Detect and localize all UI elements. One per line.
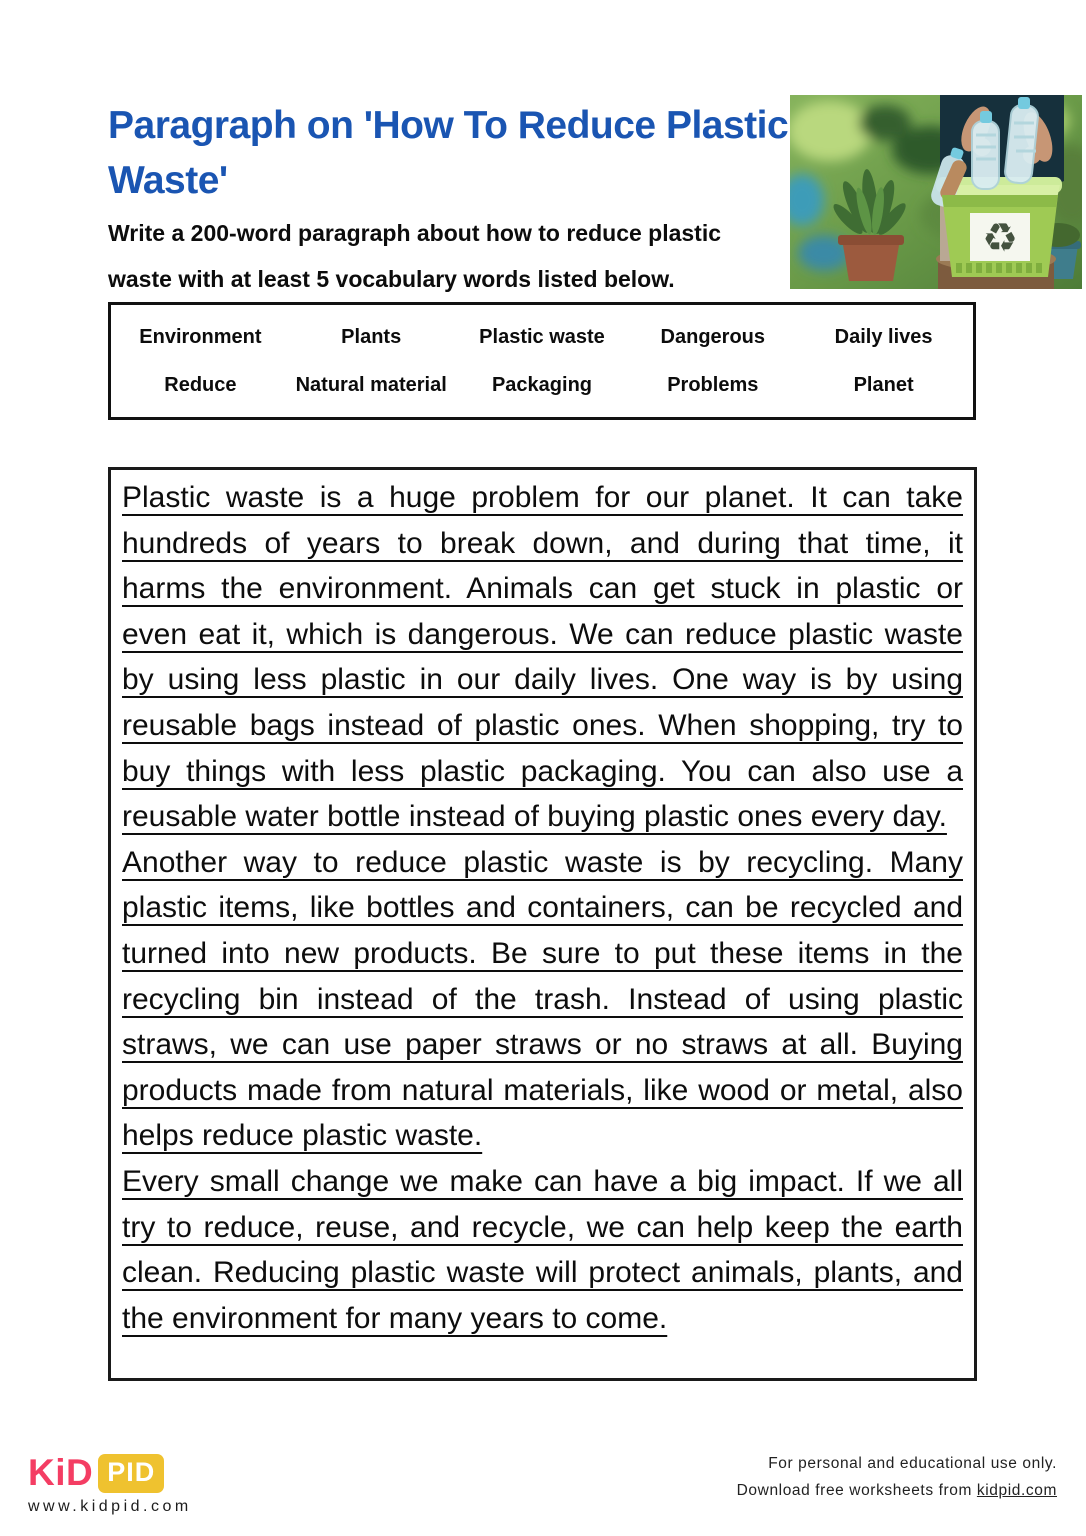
vocab-word-plastic-waste: Plastic waste (479, 325, 605, 348)
recycling-bin (942, 195, 1058, 277)
page-title-line-2: Waste' (108, 159, 228, 202)
usage-note: For personal and educational use only. (768, 1455, 1057, 1472)
kidpid-link[interactable]: kidpid.com (976, 1482, 1057, 1499)
logo-kid-text: KiD (28, 1452, 94, 1493)
recycling-photo (790, 95, 1082, 289)
vocab-word-natural-material: Natural material (295, 373, 447, 396)
vocab-word-plants: Plants (341, 325, 402, 348)
instructions-text (108, 210, 808, 302)
vocab-word-packaging: Packaging (491, 373, 593, 396)
download-note-prefix: Download free worksheets from (736, 1482, 977, 1499)
logo-website-url: www.kidpid.com (28, 1498, 192, 1515)
vocab-word-dangerous: Dangerous (660, 325, 766, 348)
vocabulary-box (108, 302, 976, 420)
page-title-line-1: Paragraph on 'How To Reduce Plastic (108, 104, 789, 147)
bin-slats (956, 263, 1042, 273)
vocab-word-reduce: Reduce (164, 373, 237, 396)
essay-answer-box (108, 467, 977, 1381)
logo-pid-badge: PID (98, 1454, 164, 1493)
footer-note (737, 1450, 1057, 1504)
essay-paragraph-1: Plastic waste is a huge problem for our planet. It can take hundreds of years to break down, and during that time, it harms the environment. Animals can get stuck in plastic or even eat it, which is dangerous. We can reduce plastic waste by using less plastic in our daily lives. One way is by using reusable bags instead of plastic ones. When shopping, try to buy things with less plastic packaging. You can also use a reusable water bottle instead of buying plastic ones every day. (122, 481, 963, 834)
vocab-word-daily-lives: Daily lives (834, 325, 933, 348)
recycle-icon: ♻ (982, 216, 1018, 261)
essay-paragraph-3: Every small change we make can have a big impact. If we all try to reduce, reuse, and recycle, we can help keep the earth clean. Reducing plastic waste will protect animals, plants, and the environment for many years to come. (122, 1164, 963, 1335)
instructions-line-2: waste with at least 5 vocabulary words listed below. (108, 266, 675, 292)
vocab-word-problems: Problems (667, 373, 759, 396)
page-title (108, 98, 798, 208)
kidpid-logo (28, 1452, 192, 1516)
recycling-photo-illustration (790, 95, 1082, 289)
essay-paragraph-2: Another way to reduce plastic waste is by recycling. Many plastic items, like bottles and containers, can be recycled and turned into new products. Be sure to put these items in the recycling bin instead of the trash. Instead of using plastic straws, we can use paper straws or no straws at all. Buying products made from natural materials, like wood or metal, also helps reduce plastic waste. (122, 845, 963, 1153)
download-note (737, 1477, 1057, 1504)
instructions-line-1: Write a 200-word paragraph about how to reduce plastic (108, 220, 722, 246)
vocab-word-environment: Environment (139, 325, 262, 348)
vocab-word-planet: Planet (853, 373, 914, 396)
